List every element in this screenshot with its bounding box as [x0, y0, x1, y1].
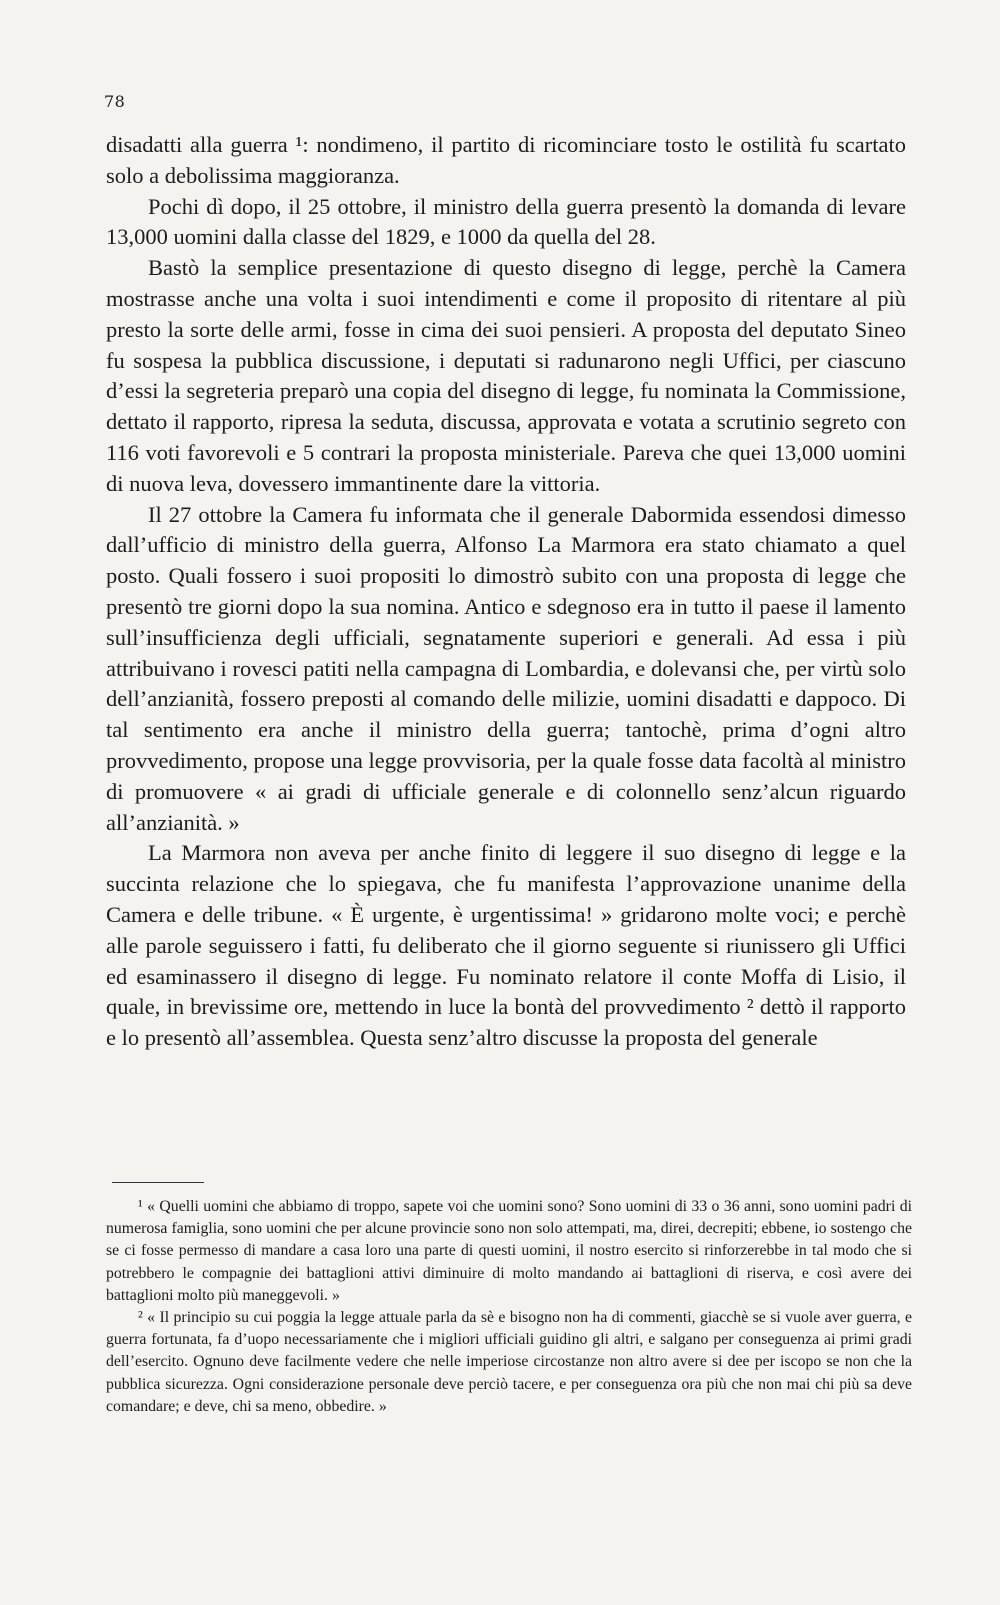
footnotes	[106, 1196, 912, 1418]
footnote-divider	[112, 1182, 204, 1183]
paragraph-5: La Marmora non aveva per anche finito di leggere il suo disegno di legge e la succinta relazione che lo spiegava, che fu manifesta l’approvazione unanime della Camera e delle tribune. « È urgente, è urgentissima! » gridarono molte voci; e perchè alle parole seguissero i fatti, fu deliberato che il giorno seguente si riunissero gli Uffici ed esaminassero il disegno di legge. Fu nominato relatore il conte Moffa di Lisio, il quale, in brevissime ore, mettendo in luce la bontà del provvedimento ² dettò il rapporto e lo presentò all’assemblea. Questa senz’altro discusse la proposta del generale	[106, 840, 906, 1051]
body-text	[106, 130, 906, 1054]
footnote-1: ¹ « Quelli uomini che abbiamo di troppo, sapete voi che uomini sono? Sono uomini di 33 o 36 anni, sono uomini padri di numerosa famiglia, sono uomini che per alcune provincie sono non solo attempati, ma, direi, decrepiti; ebbene, io sostengo che se ci fosse permesso di mandare a casa loro una parte di questi uomini, il nostro esercito si rinforzerebbe in tal modo che si potrebbero le compagnie dei battaglioni attivi diminuire di molto mandando ai battaglioni di riserva, e così avere dei battaglioni molto più maneggevoli. »	[106, 1198, 912, 1304]
page-number: 78	[104, 92, 126, 111]
paragraph-1: disadatti alla guerra ¹: nondimeno, il partito di ricominciare tosto le ostilità fu scartato solo a debolissima maggioranza.	[106, 132, 906, 188]
paragraph-2: Pochi dì dopo, il 25 ottobre, il ministro della guerra presentò la domanda di levare 13,000 uomini dalla classe del 1829, e 1000 da quella del 28.	[106, 193, 906, 250]
paragraph-3: Bastò la semplice presentazione di questo disegno di legge, perchè la Camera mostrasse anche una volta i suoi intendimenti e come il proposito di ritentare al più presto la sorte delle armi, fosse in cima dei suoi pensieri. A proposta del deputato Sineo fu sospesa la pubblica discussione, i deputati si radunarono negli Uffici, per ciascuno d’essi la segreteria preparò una copia del disegno di legge, fu nominata la Commissione, dettato il rapporto, ripresa la seduta, discussa, approvata e votata a scrutinio segreto con 116 voti favorevoli e 5 contrari la proposta ministeriale. Pareva che quei 13,000 uomini di nuova leva, dovessero immantinente dare la vittoria.	[106, 255, 906, 496]
footnote-2: ² « Il principio su cui poggia la legge attuale parla da sè e bisogno non ha di commenti, giacchè se si vuole aver guerra, e guerra fortunata, fa d’uopo necessariamente che i migliori ufficiali guidino gli altri, e salgano per conseguenza ai primi gradi dell’esercito. Ognuno deve facilmente vedere che nelle imperiose circostanze non altro avere si dee per iscopo se non che la pubblica sicurezza. Ogni considerazione personale deve perciò tacere, e per conseguenza ora più che non mai chi più sa deve comandare; e deve, chi sa meno, obbedire. »	[106, 1309, 912, 1415]
paragraph-4: Il 27 ottobre la Camera fu informata che il generale Dabormida essendosi dimesso dall’ufficio di ministro della guerra, Alfonso La Marmora era stato chiamato a quel posto. Quali fossero i suoi propositi lo dimostrò subito con una proposta di legge che presentò tre giorni dopo la sua nomina. Antico e sdegnoso era in tutto il paese il lamento sull’insufficienza degli ufficiali, segnatamente superiori e generali. Ad essa i più attribuivano i rovesci patiti nella campagna di Lombardia, e dolevansi che, per virtù solo dell’anzianità, fossero preposti al comando delle milizie, uomini disadatti e dappoco. Di tal sentimento era anche il ministro della guerra; tantochè, prima d’ogni altro provvedimento, propose una legge provvisoria, per la quale fosse data facoltà al ministro di promuovere « ai gradi di ufficiale generale e di colonnello senz’alcun riguardo all’anzianità. »	[106, 501, 906, 835]
